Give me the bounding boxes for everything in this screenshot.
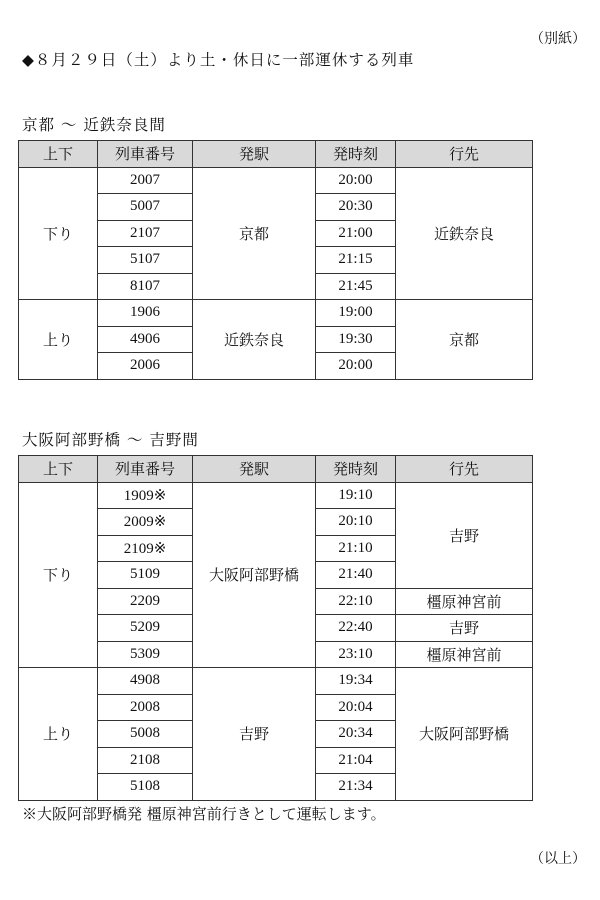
destination-cell: 吉野: [396, 482, 533, 588]
header-departure-time: 発時刻: [316, 141, 396, 168]
header-train-number: 列車番号: [98, 456, 193, 483]
departure-time: 21:15: [316, 247, 396, 274]
origin-cell: 京都: [193, 167, 316, 300]
train-number: 4908: [98, 668, 193, 695]
departure-time: 23:10: [316, 641, 396, 668]
departure-time: 20:00: [316, 353, 396, 380]
departure-time: 22:10: [316, 588, 396, 615]
header-direction: 上下: [19, 456, 98, 483]
departure-time: 21:04: [316, 747, 396, 774]
departure-time: 19:30: [316, 326, 396, 353]
train-number: 2007: [98, 167, 193, 194]
train-number: 1909※: [98, 482, 193, 509]
departure-time: 19:00: [316, 300, 396, 327]
section-title-abenobashi-yoshino: 大阪阿部野橋 ～ 吉野間: [22, 431, 199, 449]
train-number: 2006: [98, 353, 193, 380]
departure-time: 20:10: [316, 509, 396, 536]
destination-cell: 吉野: [396, 615, 533, 642]
departure-time: 20:30: [316, 194, 396, 221]
header-row: [19, 141, 533, 168]
annex-label: （別紙）: [530, 31, 586, 47]
origin-cell: 吉野: [193, 668, 316, 801]
header-direction: 上下: [19, 141, 98, 168]
table-row: [19, 482, 533, 509]
end-label: （以上）: [530, 851, 586, 867]
train-number: 5109: [98, 562, 193, 589]
header-train-number: 列車番号: [98, 141, 193, 168]
destination-cell: 近鉄奈良: [396, 167, 533, 300]
departure-time: 21:34: [316, 774, 396, 801]
page-title: ◆８月２９日（土）より土・休日に一部運休する列車: [22, 51, 415, 69]
train-number: 5008: [98, 721, 193, 748]
header-row: [19, 456, 533, 483]
destination-cell: 橿原神宮前: [396, 641, 533, 668]
train-number: 5309: [98, 641, 193, 668]
train-number: 2008: [98, 694, 193, 721]
table-row: [19, 167, 533, 194]
train-number: 5107: [98, 247, 193, 274]
direction-cell: 上り: [19, 300, 98, 380]
departure-time: 20:34: [316, 721, 396, 748]
departure-time: 20:04: [316, 694, 396, 721]
timetable-kyoto-nara: [18, 140, 533, 380]
departure-time: 21:00: [316, 220, 396, 247]
departure-time: 20:00: [316, 167, 396, 194]
train-number: 2109※: [98, 535, 193, 562]
train-number: 5007: [98, 194, 193, 221]
departure-time: 21:45: [316, 273, 396, 300]
train-number: 1906: [98, 300, 193, 327]
train-number: 8107: [98, 273, 193, 300]
train-number: 2009※: [98, 509, 193, 536]
section-title-kyoto-nara: 京都 ～ 近鉄奈良間: [22, 116, 166, 134]
table-row: [19, 668, 533, 695]
header-destination: 行先: [396, 456, 533, 483]
destination-cell: 大阪阿部野橋: [396, 668, 533, 801]
train-number: 5108: [98, 774, 193, 801]
table-row: [19, 300, 533, 327]
timetable-abenobashi-yoshino: [18, 455, 533, 801]
train-number: 2107: [98, 220, 193, 247]
train-number: 2209: [98, 588, 193, 615]
departure-time: 19:34: [316, 668, 396, 695]
header-origin: 発駅: [193, 456, 316, 483]
header-departure-time: 発時刻: [316, 456, 396, 483]
destination-cell: 橿原神宮前: [396, 588, 533, 615]
footnote: ※大阪阿部野橋発 橿原神宮前行きとして運転します。: [22, 805, 386, 823]
origin-cell: 近鉄奈良: [193, 300, 316, 380]
departure-time: 21:40: [316, 562, 396, 589]
departure-time: 22:40: [316, 615, 396, 642]
origin-cell: 大阪阿部野橋: [193, 482, 316, 668]
direction-cell: 下り: [19, 167, 98, 300]
direction-cell: 上り: [19, 668, 98, 801]
direction-cell: 下り: [19, 482, 98, 668]
header-origin: 発駅: [193, 141, 316, 168]
train-number: 5209: [98, 615, 193, 642]
departure-time: 21:10: [316, 535, 396, 562]
destination-cell: 京都: [396, 300, 533, 380]
departure-time: 19:10: [316, 482, 396, 509]
train-number: 4906: [98, 326, 193, 353]
train-number: 2108: [98, 747, 193, 774]
header-destination: 行先: [396, 141, 533, 168]
